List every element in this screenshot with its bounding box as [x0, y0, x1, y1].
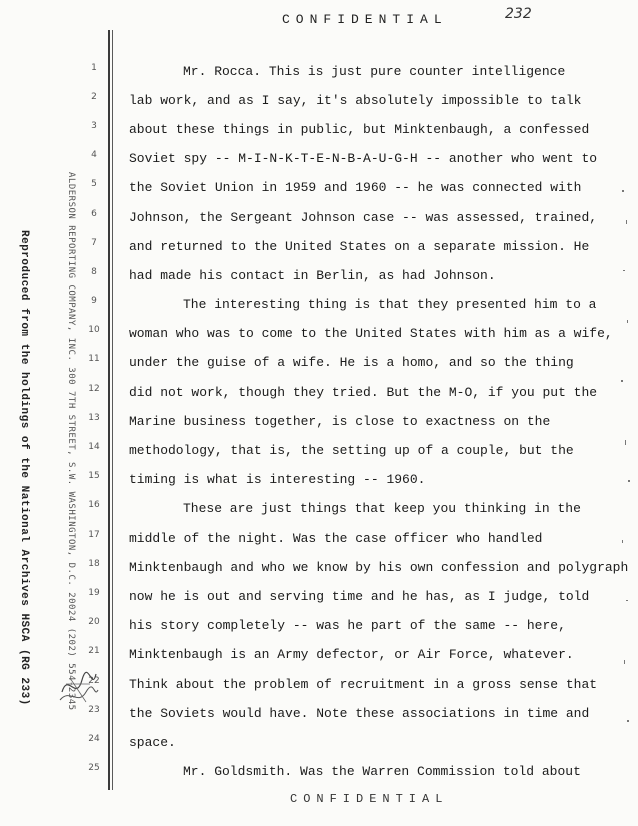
transcript-line: methodology, that is, the setting up of a couple, but the: [129, 443, 574, 458]
transcript-line: under the guise of a wife. He is a homo, and so the thing: [129, 355, 574, 370]
line-number: 11: [88, 354, 100, 364]
transcript-line: did not work, though they tried. But the M-O, if you put the: [129, 385, 598, 400]
scan-edge-noise: [618, 180, 632, 780]
margin-rule: [108, 30, 110, 790]
line-number: 12: [88, 384, 100, 394]
line-number: 16: [88, 500, 100, 510]
transcript-line: space.: [129, 735, 176, 750]
margin-rule-inner: [112, 30, 113, 790]
line-number: 7: [91, 238, 97, 248]
transcript-line: about these things in public, but Minktenbaugh, a confessed: [129, 122, 590, 137]
page-number: 232: [505, 6, 532, 22]
transcript-line: Mr. Rocca. This is just pure counter intelligence: [183, 64, 566, 79]
reporter-note: ALDERSON REPORTING COMPANY, INC. 300 7TH STREET, S.W. WASHINGTON, D.C. 20024 (202) 554-2345: [66, 172, 76, 711]
line-number: 6: [91, 209, 97, 219]
line-number: 20: [88, 617, 100, 627]
line-number: 14: [88, 442, 100, 452]
line-number: 13: [88, 413, 100, 423]
transcript-line: middle of the night. Was the case officer who handled: [129, 531, 543, 546]
transcript-line: Mr. Goldsmith. Was the Warren Commission told about: [183, 764, 581, 779]
line-number: 4: [91, 150, 97, 160]
transcript-line: Marine business together, is close to exactness on the: [129, 414, 551, 429]
line-number: 21: [88, 646, 100, 656]
line-number: 22: [88, 676, 100, 686]
transcript-line: woman who was to come to the United States with him as a wife,: [129, 326, 613, 341]
transcript-line: Minktenbaugh and who we know by his own confession and polygraph: [129, 560, 629, 575]
line-number: 2: [91, 92, 97, 102]
transcript-line: These are just things that keep you thinking in the: [183, 501, 581, 516]
line-number: 23: [88, 705, 100, 715]
scribble-mark: [56, 662, 102, 710]
transcript-line: had made his contact in Berlin, as had Johnson.: [129, 268, 496, 283]
confidential-header: CONFIDENTIAL: [282, 12, 448, 27]
transcript-line: Soviet spy -- M-I-N-K-T-E-N-B-A-U-G-H -- another who went to: [129, 151, 598, 166]
line-number: 24: [88, 734, 100, 744]
line-number: 1: [91, 63, 97, 73]
transcript-line: the Soviet Union in 1959 and 1960 -- he was connected with: [129, 180, 582, 195]
line-number: 18: [88, 559, 100, 569]
archive-note: Reproduced from the holdings of the National Archives HSCA (RG 233): [18, 230, 30, 706]
transcript-line: his story completely -- was he part of the same -- here,: [129, 618, 566, 633]
line-number: 10: [88, 325, 100, 335]
transcript-line: Johnson, the Sergeant Johnson case -- was assessed, trained,: [129, 210, 598, 225]
line-number: 8: [91, 267, 97, 277]
transcript-line: timing is what is interesting -- 1960.: [129, 472, 426, 487]
line-number: 17: [88, 530, 100, 540]
line-number: 25: [88, 763, 100, 773]
transcript-line: The interesting thing is that they presented him to a: [183, 297, 597, 312]
transcript-line: lab work, and as I say, it's absolutely impossible to talk: [129, 93, 582, 108]
confidential-footer: CONFIDENTIAL: [290, 792, 449, 806]
line-number: 9: [91, 296, 97, 306]
line-number: 5: [91, 179, 97, 189]
transcript-line: Minktenbaugh is an Army defector, or Air Force, whatever.: [129, 647, 574, 662]
transcript-line: now he is out and serving time and he has, as I judge, told: [129, 589, 590, 604]
transcript-line: Think about the problem of recruitment in a gross sense that: [129, 677, 598, 692]
line-number: 19: [88, 588, 100, 598]
line-number: 15: [88, 471, 100, 481]
transcript-line: the Soviets would have. Note these associations in time and: [129, 706, 590, 721]
line-number: 3: [91, 121, 97, 131]
transcript-line: and returned to the United States on a separate mission. He: [129, 239, 590, 254]
